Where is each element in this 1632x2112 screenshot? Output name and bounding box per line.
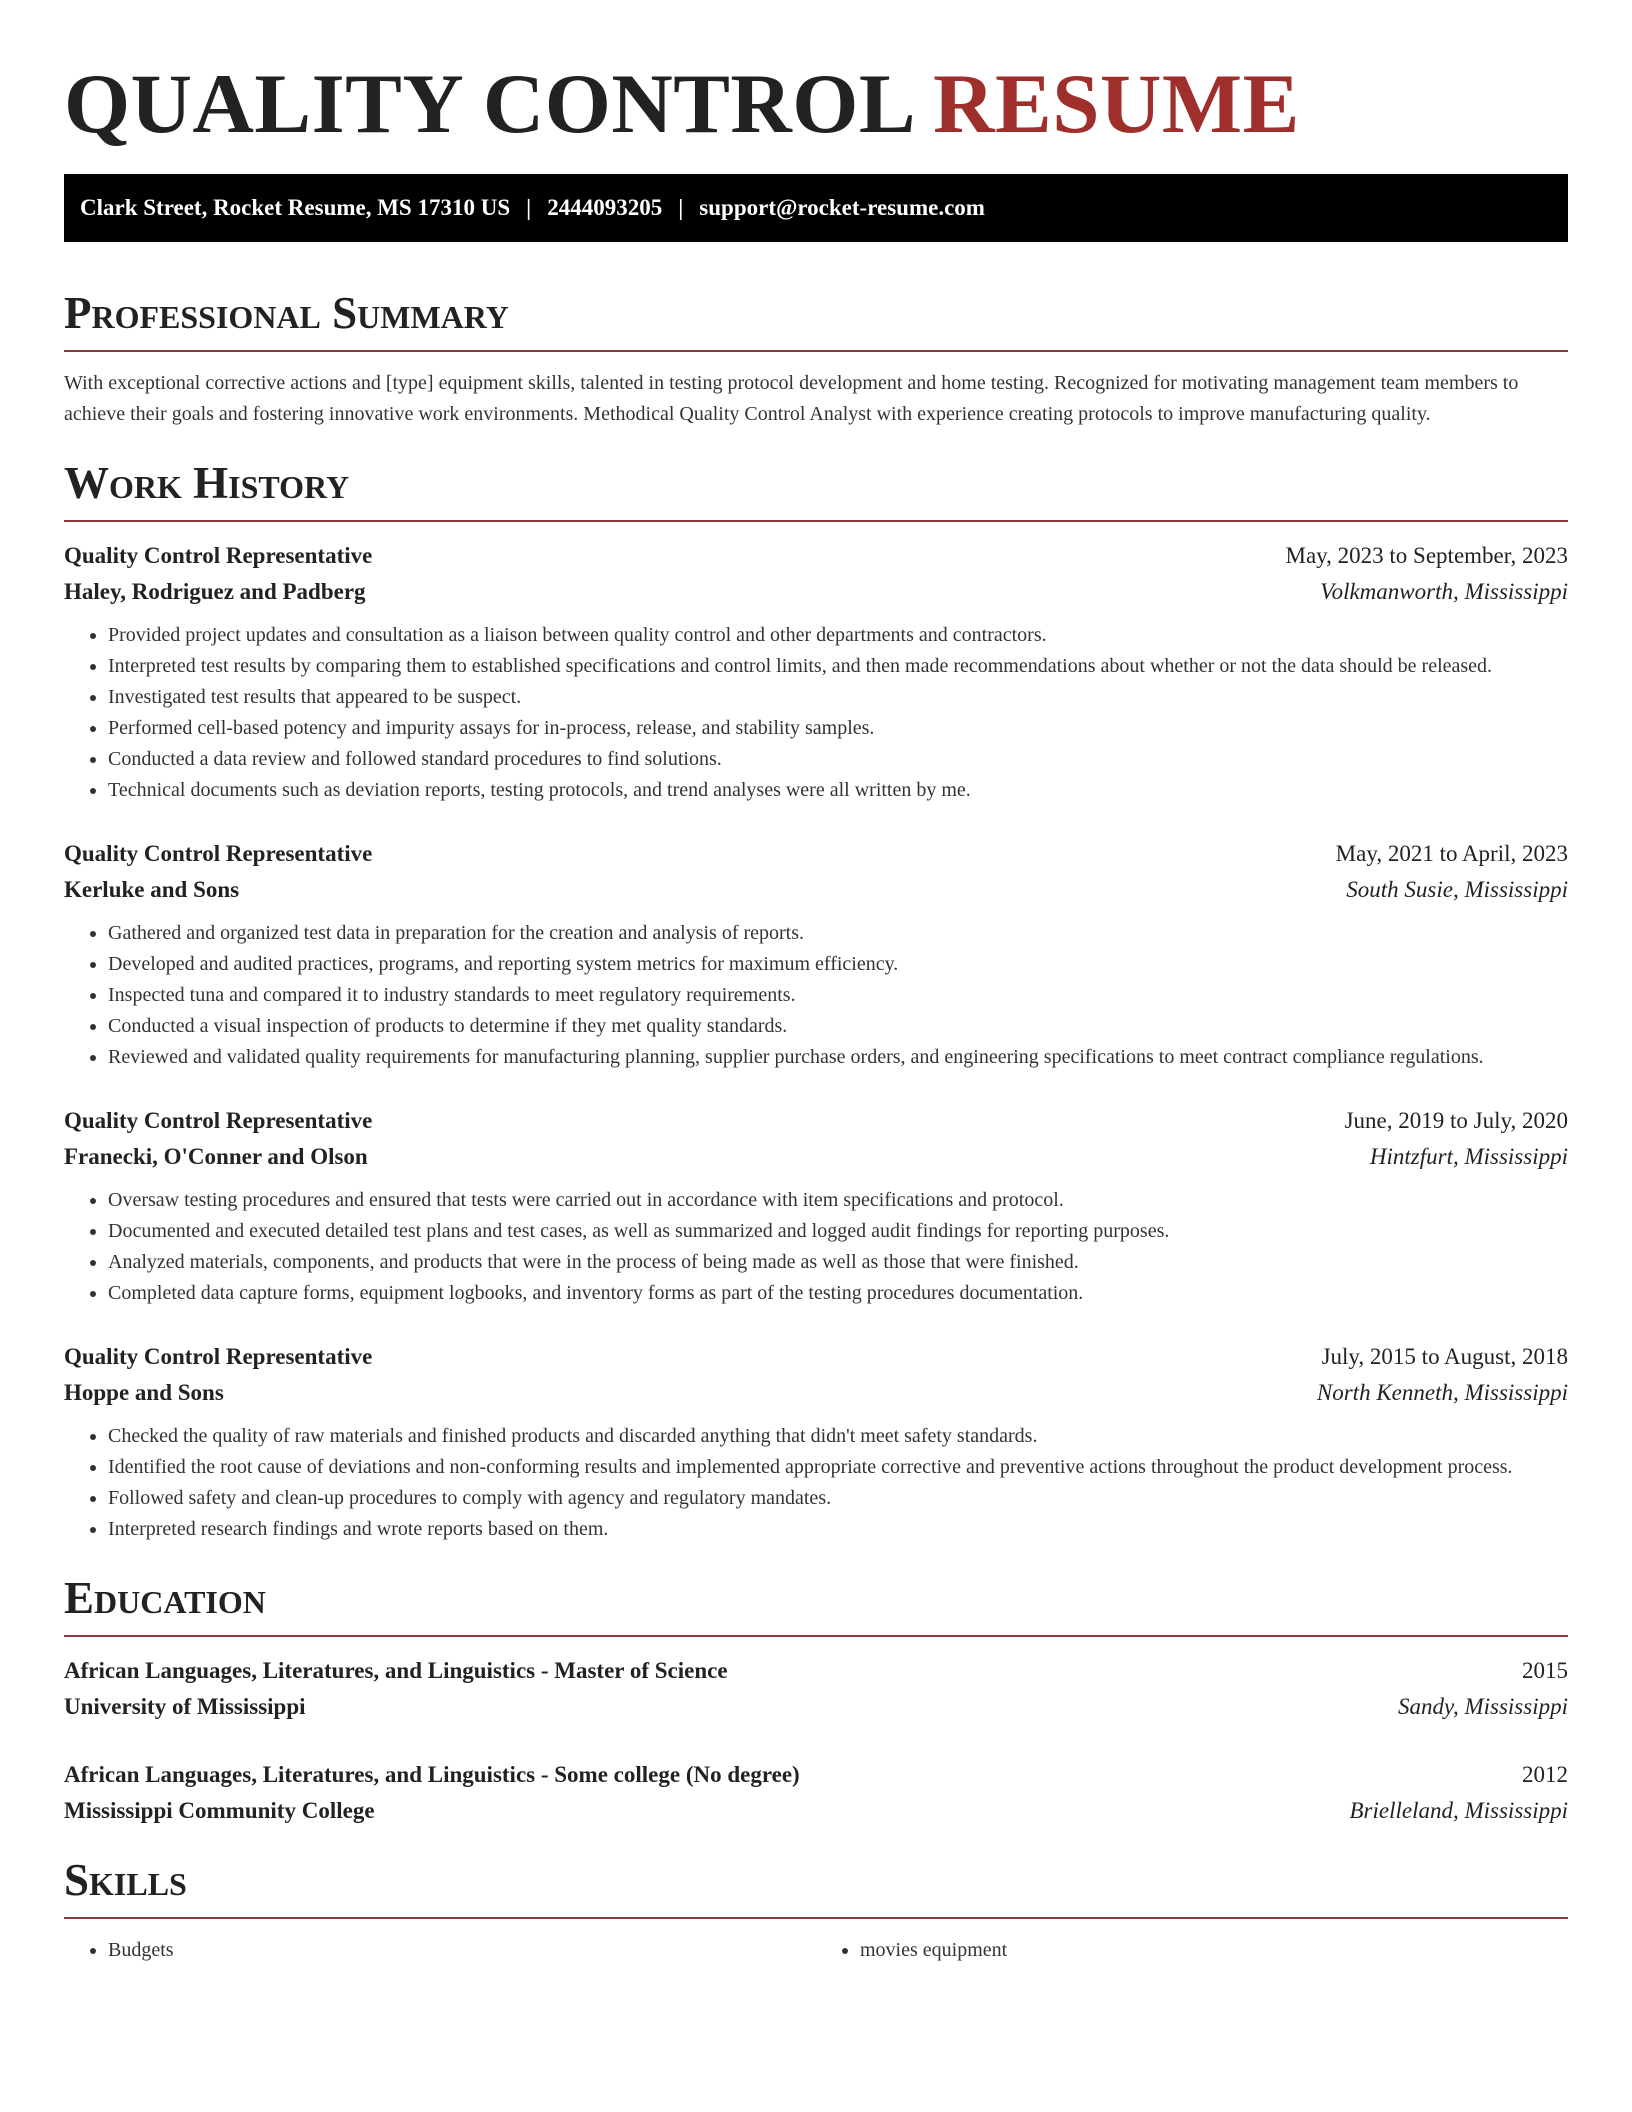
education-year: 2012 [1522, 1762, 1568, 1787]
job-entry [64, 1339, 1568, 1545]
job-location: South Susie, Mississippi [1346, 877, 1568, 902]
job-title: Quality Control Representative [64, 1108, 373, 1133]
job-bullet: • Interpreted test results by comparing them to established specifications and control limits, and then made recommendations about whether or not the data should be released. [108, 651, 1568, 682]
education-section [64, 1571, 1568, 1829]
job-title: Quality Control Representative [64, 841, 373, 866]
education-heading: Education [64, 1573, 266, 1623]
job-title: Quality Control Representative [64, 1344, 373, 1369]
job-entry [64, 1103, 1568, 1309]
skills-section [64, 1853, 1568, 1966]
section-divider [64, 1917, 1568, 1919]
job-bullets [64, 620, 1568, 806]
job-location: Volkmanworth, Mississippi [1320, 579, 1568, 604]
education-entry [64, 1757, 1568, 1829]
education-location: Sandy, Mississippi [1398, 1694, 1568, 1719]
skill-item: • Budgets [108, 1935, 816, 1966]
education-degree: African Languages, Literatures, and Linguistics - Some college (No degree) [64, 1762, 800, 1787]
job-dates: July, 2015 to August, 2018 [1321, 1344, 1568, 1369]
job-bullet: • Checked the quality of raw materials and finished products and discarded anything that didn't meet safety standards. [108, 1421, 1568, 1452]
education-degree-row [64, 1757, 1568, 1793]
job-title-row [64, 538, 1568, 574]
job-company-row [64, 574, 1568, 610]
skills-columns [64, 1935, 1568, 1966]
section-divider [64, 350, 1568, 352]
skills-right-column [816, 1935, 1568, 1966]
job-bullet: • Documented and executed detailed test plans and test cases, as well as summarized and logged audit findings for reporting purposes. [108, 1216, 1568, 1247]
job-bullet: • Developed and audited practices, programs, and reporting system metrics for maximum efficiency. [108, 949, 1568, 980]
job-bullet: • Provided project updates and consultation as a liaison between quality control and other departments and contractors. [108, 620, 1568, 651]
job-company: Kerluke and Sons [64, 877, 240, 902]
education-school-row [64, 1793, 1568, 1829]
job-bullet: • Followed safety and clean-up procedures to comply with agency and regulatory mandates. [108, 1483, 1568, 1514]
job-bullet: • Conducted a visual inspection of products to determine if they met quality standards. [108, 1011, 1568, 1042]
contact-separator: | [526, 195, 532, 220]
job-company-row [64, 1139, 1568, 1175]
education-school: University of Mississippi [64, 1694, 306, 1719]
section-divider [64, 1635, 1568, 1637]
education-entry [64, 1653, 1568, 1725]
job-company: Hoppe and Sons [64, 1380, 224, 1405]
job-location: Hintzfurt, Mississippi [1369, 1144, 1568, 1169]
summary-section [64, 286, 1568, 430]
job-dates: May, 2023 to September, 2023 [1285, 543, 1568, 568]
job-bullet: • Reviewed and validated quality requirements for manufacturing planning, supplier purchase orders, and engineering specifications to meet contract compliance regulations. [108, 1042, 1568, 1073]
job-title-row [64, 1103, 1568, 1139]
job-bullets [64, 1421, 1568, 1545]
title-accent: RESUME [933, 57, 1300, 151]
summary-text: With exceptional corrective actions and [type] equipment skills, talented in testing protocol development and home testing. Recognized for motivating management team members to achieve their goals and fostering innovative work environments. Methodical Quality Control Analyst with experience creating protocols to improve manufacturing quality. [64, 372, 1519, 425]
job-bullet: • Completed data capture forms, equipment logbooks, and inventory forms as part of the testing procedures documentation. [108, 1278, 1568, 1309]
job-bullet: • Oversaw testing procedures and ensured that tests were carried out in accordance with item specifications and protocol. [108, 1185, 1568, 1216]
education-degree: African Languages, Literatures, and Linguistics - Master of Science [64, 1658, 728, 1683]
title-main: QUALITY CONTROL [64, 57, 912, 151]
job-bullet: • Performed cell-based potency and impurity assays for in-process, release, and stability samples. [108, 713, 1568, 744]
job-bullets [64, 1185, 1568, 1309]
section-divider [64, 520, 1568, 522]
job-bullet: • Conducted a data review and followed standard procedures to find solutions. [108, 744, 1568, 775]
contact-address: Clark Street, Rocket Resume, MS 17310 US [80, 195, 511, 220]
job-company: Haley, Rodriguez and Padberg [64, 579, 366, 604]
job-company-row [64, 872, 1568, 908]
contact-separator: | [678, 195, 684, 220]
job-bullet: • Interpreted research findings and wrote reports based on them. [108, 1514, 1568, 1545]
job-title: Quality Control Representative [64, 543, 373, 568]
job-title-row [64, 1339, 1568, 1375]
education-year: 2015 [1522, 1658, 1568, 1683]
job-bullet: • Identified the root cause of deviations and non-conforming results and implemented appropriate corrective and preventive actions throughout the product development process. [108, 1452, 1568, 1483]
job-company-row [64, 1375, 1568, 1411]
skills-heading: Skills [64, 1855, 187, 1905]
job-entry [64, 538, 1568, 806]
contact-phone: 2444093205 [547, 195, 663, 220]
job-title-row [64, 836, 1568, 872]
job-bullet: • Inspected tuna and compared it to industry standards to meet regulatory requirements. [108, 980, 1568, 1011]
work-history-section [64, 456, 1568, 1545]
education-school: Mississippi Community College [64, 1798, 375, 1823]
job-company: Franecki, O'Conner and Olson [64, 1144, 368, 1169]
summary-heading: Professional Summary [64, 288, 509, 338]
education-school-row [64, 1689, 1568, 1725]
job-bullet: • Analyzed materials, components, and products that were in the process of being made as well as those that were finished. [108, 1247, 1568, 1278]
job-bullets [64, 918, 1568, 1073]
job-dates: June, 2019 to July, 2020 [1344, 1108, 1568, 1133]
resume-title [64, 54, 1568, 154]
job-dates: May, 2021 to April, 2023 [1335, 841, 1568, 866]
contact-email: support@rocket-resume.com [699, 195, 985, 220]
skill-item: • movies equipment [860, 1935, 1568, 1966]
job-entry [64, 836, 1568, 1073]
education-degree-row [64, 1653, 1568, 1689]
contact-bar [64, 174, 1568, 242]
job-bullet: • Gathered and organized test data in preparation for the creation and analysis of reports. [108, 918, 1568, 949]
job-location: North Kenneth, Mississippi [1316, 1380, 1568, 1405]
job-bullet: • Investigated test results that appeared to be suspect. [108, 682, 1568, 713]
job-bullet: • Technical documents such as deviation reports, testing protocols, and trend analyses were all written by me. [108, 775, 1568, 806]
work-history-heading: Work History [64, 458, 350, 508]
education-location: Brielleland, Mississippi [1349, 1798, 1568, 1823]
skills-left-column [64, 1935, 816, 1966]
